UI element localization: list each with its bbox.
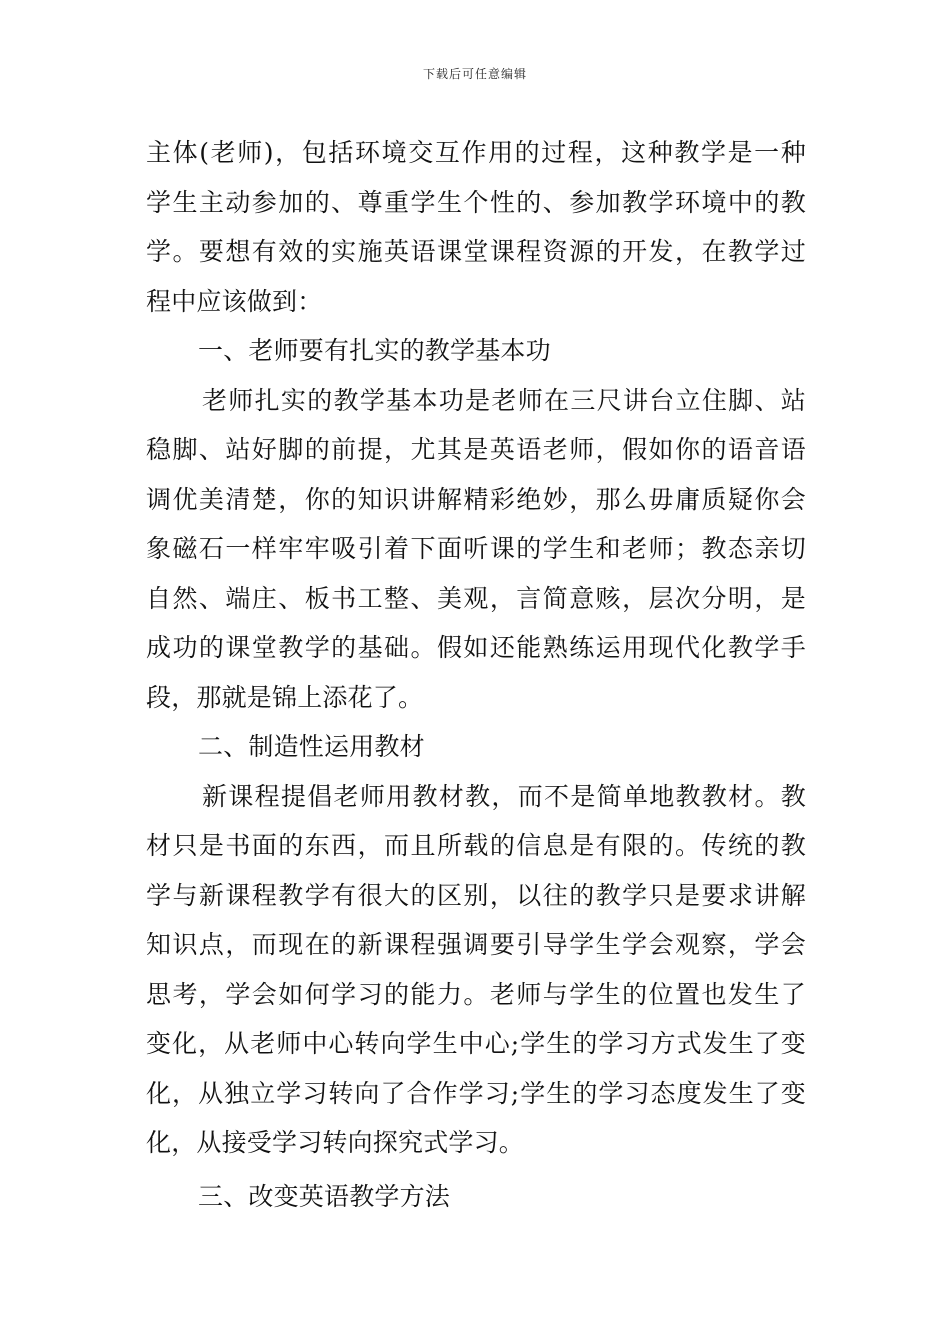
document-body bbox=[146, 128, 806, 1221]
page-header: 下载后可任意编辑 bbox=[422, 67, 527, 81]
body-line: 成功的课堂教学的基础。假如还能熟练运用现代化教学手 bbox=[146, 633, 806, 662]
body-line: 思考，学会如何学习的能力。老师与学生的位置也发生了 bbox=[146, 979, 806, 1009]
body-line: 化，从独立学习转向了合作学习;学生的学习态度发生了变 bbox=[146, 1078, 806, 1108]
body-line: 老师扎实的教学基本功是老师在三尺讲台立住脚、站 bbox=[202, 385, 806, 415]
section-heading-1: 一、老师要有扎实的教学基本功 bbox=[198, 336, 551, 365]
body-line: 调优美清楚，你的知识讲解精彩绝妙，那么毋庸质疑你会 bbox=[146, 484, 806, 514]
body-line: 稳脚、站好脚的前提，尤其是英语老师，假如你的语音语 bbox=[146, 435, 806, 464]
body-line: 程中应该做到： bbox=[146, 286, 323, 316]
body-line: 学。要想有效的实施英语课堂课程资源的开发，在教学过 bbox=[146, 237, 806, 266]
body-line: 材只是书面的东西，而且所载的信息是有限的。传统的教 bbox=[146, 831, 806, 860]
body-line: 象磁石一样牢牢吸引着下面听课的学生和老师；教态亲切 bbox=[146, 534, 806, 563]
section-heading-2: 二、制造性运用教材 bbox=[198, 732, 425, 761]
body-line: 学与新课程教学有很大的区别，以往的教学只是要求讲解 bbox=[146, 880, 806, 910]
body-line: 化，从接受学习转向探究式学习。 bbox=[146, 1128, 525, 1157]
body-line: 学生主动参加的、尊重学生个性的、参加教学环境中的教 bbox=[146, 187, 806, 217]
body-line: 知识点，而现在的新课程强调要引导学生学会观察，学会 bbox=[146, 930, 806, 959]
body-line: 主体(老师)，包括环境交互作用的过程，这种教学是一种 bbox=[146, 138, 806, 167]
body-line: 变化，从老师中心转向学生中心;学生的学习方式发生了变 bbox=[146, 1029, 806, 1058]
section-heading-3: 三、改变英语教学方法 bbox=[198, 1181, 451, 1211]
body-line: 段，那就是锦上添花了。 bbox=[146, 682, 424, 712]
body-line: 新课程提倡老师用教材教，而不是简单地教教材。教 bbox=[202, 781, 806, 811]
body-line: 自然、端庄、板书工整、美观，言简意赅，层次分明，是 bbox=[146, 583, 806, 613]
